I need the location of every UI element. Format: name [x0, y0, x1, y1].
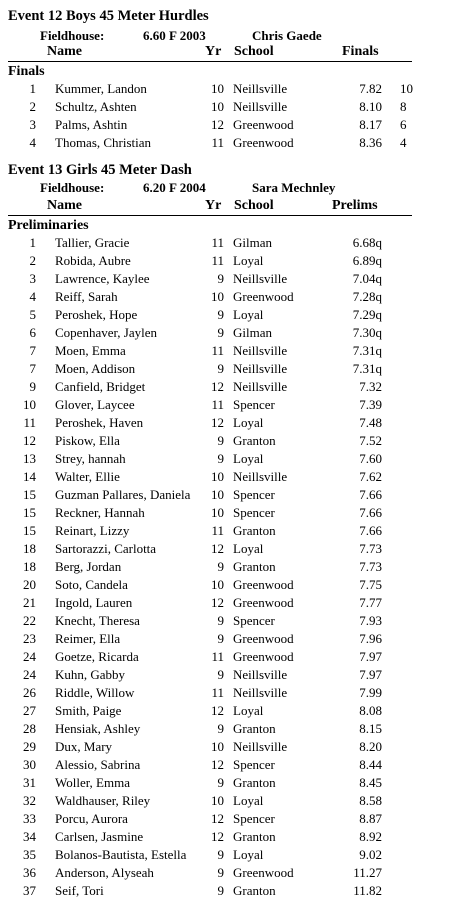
athlete-name-cell: Strey, hannah [55, 451, 126, 466]
school-cell: Loyal [233, 451, 264, 466]
mark-cell: 8.20 [359, 739, 382, 754]
mark-cell: 9.02 [359, 847, 382, 862]
place-cell: 31 [23, 775, 36, 790]
year-cell: 12 [211, 829, 224, 844]
mark-cell: 7.32 [359, 379, 382, 394]
result-row [0, 450, 467, 468]
result-row [0, 756, 467, 774]
place-cell: 4 [29, 289, 36, 304]
result-row [0, 396, 467, 414]
athlete-name-cell: Schultz, Ashten [55, 99, 137, 114]
event-12-record-venue: Fieldhouse: [40, 28, 105, 43]
place-cell: 13 [23, 451, 36, 466]
points-cell: 8 [400, 99, 407, 114]
year-cell: 10 [211, 577, 224, 592]
place-cell: 33 [23, 811, 36, 826]
year-cell: 10 [211, 487, 224, 502]
result-row [0, 594, 467, 612]
athlete-name-cell: Walter, Ellie [55, 469, 120, 484]
place-cell: 9 [29, 379, 36, 394]
athlete-name-cell: Thomas, Christian [55, 135, 152, 150]
school-cell: Neillsville [233, 667, 288, 682]
mark-cell: 7.52 [359, 433, 382, 448]
event-13-title: Event 13 Girls 45 Meter Dash [8, 162, 192, 178]
place-cell: 2 [29, 99, 36, 114]
place-cell: 1 [29, 235, 36, 250]
place-cell: 22 [23, 613, 36, 628]
mark-cell: 7.30q [352, 325, 382, 340]
school-cell: Spencer [233, 811, 275, 826]
school-cell: Spencer [233, 487, 275, 502]
year-cell: 9 [217, 865, 224, 880]
school-cell: Granton [233, 433, 276, 448]
athlete-name-cell: Peroshek, Haven [55, 415, 144, 430]
result-row [0, 702, 467, 720]
result-row [0, 630, 467, 648]
school-cell: Greenwood [233, 135, 294, 150]
athlete-name-cell: Reinart, Lizzy [55, 523, 130, 538]
mark-cell: 7.93 [359, 613, 382, 628]
year-cell: 12 [211, 811, 224, 826]
year-cell: 10 [211, 505, 224, 520]
mark-cell: 8.45 [359, 775, 382, 790]
result-row [0, 576, 467, 594]
athlete-name-cell: Ingold, Lauren [55, 595, 133, 610]
school-cell: Greenwood [233, 577, 294, 592]
place-cell: 30 [23, 757, 36, 772]
athlete-name-cell: Copenhaver, Jaylen [55, 325, 158, 340]
result-row [0, 666, 467, 684]
year-cell: 10 [211, 739, 224, 754]
athlete-name-cell: Kuhn, Gabby [55, 667, 126, 682]
year-cell: 9 [217, 361, 224, 376]
mark-cell: 7.60 [359, 451, 382, 466]
place-cell: 23 [23, 631, 36, 646]
result-row [0, 540, 467, 558]
school-cell: Loyal [233, 847, 264, 862]
event-13-header-school: School [234, 198, 274, 213]
athlete-name-cell: Knecht, Theresa [55, 613, 140, 628]
year-cell: 11 [211, 397, 224, 412]
athlete-name-cell: Smith, Paige [55, 703, 122, 718]
year-cell: 12 [211, 757, 224, 772]
year-cell: 11 [211, 685, 224, 700]
mark-cell: 6.89q [352, 253, 382, 268]
result-row [0, 324, 467, 342]
result-row [0, 774, 467, 792]
year-cell: 10 [211, 99, 224, 114]
school-cell: Neillsville [233, 99, 288, 114]
event-12-header-yr: Yr [205, 44, 222, 59]
mark-cell: 7.66 [359, 487, 382, 502]
mark-cell: 7.73 [359, 559, 382, 574]
result-row [0, 486, 467, 504]
school-cell: Greenwood [233, 631, 294, 646]
result-row [0, 234, 467, 252]
mark-cell: 7.66 [359, 523, 382, 538]
place-cell: 15 [23, 523, 36, 538]
place-cell: 32 [23, 793, 36, 808]
result-row [0, 648, 467, 666]
school-cell: Loyal [233, 703, 264, 718]
mark-cell: 7.97 [359, 649, 382, 664]
year-cell: 9 [217, 307, 224, 322]
athlete-name-cell: Woller, Emma [55, 775, 130, 790]
place-cell: 28 [23, 721, 36, 736]
mark-cell: 8.92 [359, 829, 382, 844]
result-row [0, 270, 467, 288]
school-cell: Loyal [233, 415, 264, 430]
school-cell: Neillsville [233, 739, 288, 754]
event-12-record-mark: 6.60 F 2003 [143, 28, 206, 43]
school-cell: Neillsville [233, 469, 288, 484]
mark-cell: 11.82 [353, 883, 382, 898]
year-cell: 9 [217, 271, 224, 286]
year-cell: 9 [217, 667, 224, 682]
event-13-record-mark: 6.20 F 2004 [143, 180, 206, 195]
result-row [0, 116, 467, 134]
athlete-name-cell: Soto, Candela [55, 577, 128, 592]
year-cell: 12 [211, 703, 224, 718]
year-cell: 9 [217, 451, 224, 466]
place-cell: 36 [23, 865, 36, 880]
mark-cell: 7.29q [352, 307, 382, 322]
mark-cell: 7.04q [352, 271, 382, 286]
event-13-record-venue: Fieldhouse: [40, 180, 105, 195]
place-cell: 24 [23, 649, 36, 664]
place-cell: 7 [29, 361, 36, 376]
year-cell: 9 [217, 559, 224, 574]
athlete-name-cell: Dux, Mary [55, 739, 113, 754]
mark-cell: 8.08 [359, 703, 382, 718]
result-row [0, 80, 467, 98]
year-cell: 12 [211, 541, 224, 556]
school-cell: Spencer [233, 397, 275, 412]
athlete-name-cell: Reiff, Sarah [55, 289, 118, 304]
result-row [0, 342, 467, 360]
school-cell: Loyal [233, 541, 264, 556]
event-13-record-holder: Sara Mechnley [252, 180, 336, 195]
mark-cell: 8.87 [359, 811, 382, 826]
athlete-name-cell: Tallier, Gracie [55, 235, 130, 250]
athlete-name-cell: Moen, Emma [55, 343, 126, 358]
school-cell: Spencer [233, 505, 275, 520]
result-row [0, 720, 467, 738]
event-13-header-name: Name [47, 198, 82, 213]
place-cell: 3 [29, 271, 36, 286]
mark-cell: 8.58 [359, 793, 382, 808]
athlete-name-cell: Lawrence, Kaylee [55, 271, 150, 286]
event-12-header-name: Name [47, 44, 82, 59]
school-cell: Granton [233, 559, 276, 574]
place-cell: 1 [29, 81, 36, 96]
school-cell: Granton [233, 721, 276, 736]
points-cell: 10 [400, 81, 413, 96]
athlete-name-cell: Hensiak, Ashley [55, 721, 141, 736]
event-12-title: Event 12 Boys 45 Meter Hurdles [8, 8, 209, 24]
mark-cell: 6.68q [352, 235, 382, 250]
event-13-section-label: Preliminaries [8, 218, 89, 233]
athlete-name-cell: Palms, Ashtin [55, 117, 128, 132]
place-cell: 5 [29, 307, 36, 322]
result-row [0, 432, 467, 450]
event-13-header-yr: Yr [205, 198, 222, 213]
year-cell: 12 [211, 595, 224, 610]
school-cell: Greenwood [233, 117, 294, 132]
athlete-name-cell: Seif, Tori [55, 883, 104, 898]
place-cell: 37 [23, 883, 36, 898]
result-row [0, 378, 467, 396]
result-row [0, 810, 467, 828]
athlete-name-cell: Moen, Addison [55, 361, 136, 376]
year-cell: 10 [211, 469, 224, 484]
result-row [0, 522, 467, 540]
place-cell: 24 [23, 667, 36, 682]
mark-cell: 7.82 [359, 81, 382, 96]
event-12-section-label: Finals [8, 64, 45, 79]
result-row [0, 684, 467, 702]
mark-cell: 7.66 [359, 505, 382, 520]
place-cell: 20 [23, 577, 36, 592]
place-cell: 6 [29, 325, 36, 340]
year-cell: 11 [211, 343, 224, 358]
year-cell: 12 [211, 379, 224, 394]
year-cell: 10 [211, 81, 224, 96]
year-cell: 11 [211, 235, 224, 250]
result-row [0, 828, 467, 846]
school-cell: Gilman [233, 325, 272, 340]
place-cell: 10 [23, 397, 36, 412]
result-row [0, 306, 467, 324]
place-cell: 27 [23, 703, 36, 718]
athlete-name-cell: Reimer, Ella [55, 631, 121, 646]
athlete-name-cell: Anderson, Alyseah [55, 865, 154, 880]
athlete-name-cell: Kummer, Landon [55, 81, 147, 96]
result-row [0, 738, 467, 756]
event-12-record-holder: Chris Gaede [252, 28, 322, 43]
school-cell: Neillsville [233, 271, 288, 286]
athlete-name-cell: Carlsen, Jasmine [55, 829, 144, 844]
school-cell: Neillsville [233, 343, 288, 358]
school-cell: Gilman [233, 235, 272, 250]
place-cell: 2 [29, 253, 36, 268]
event-13-header-rule [8, 215, 412, 216]
place-cell: 15 [23, 505, 36, 520]
school-cell: Spencer [233, 757, 275, 772]
school-cell: Granton [233, 775, 276, 790]
place-cell: 21 [23, 595, 36, 610]
points-cell: 6 [400, 117, 407, 132]
place-cell: 12 [23, 433, 36, 448]
athlete-name-cell: Bolanos-Bautista, Estella [55, 847, 187, 862]
mark-cell: 7.62 [359, 469, 382, 484]
result-row [0, 846, 467, 864]
year-cell: 12 [211, 117, 224, 132]
result-row [0, 288, 467, 306]
athlete-name-cell: Porcu, Aurora [55, 811, 128, 826]
school-cell: Greenwood [233, 595, 294, 610]
place-cell: 4 [29, 135, 36, 150]
year-cell: 11 [211, 135, 224, 150]
mark-cell: 11.27 [353, 865, 382, 880]
school-cell: Loyal [233, 793, 264, 808]
school-cell: Granton [233, 523, 276, 538]
school-cell: Spencer [233, 613, 275, 628]
year-cell: 9 [217, 325, 224, 340]
mark-cell: 8.10 [359, 99, 382, 114]
mark-cell: 7.31q [352, 343, 382, 358]
points-cell: 4 [400, 135, 407, 150]
year-cell: 11 [211, 523, 224, 538]
place-cell: 15 [23, 487, 36, 502]
year-cell: 9 [217, 631, 224, 646]
school-cell: Greenwood [233, 649, 294, 664]
school-cell: Neillsville [233, 379, 288, 394]
school-cell: Greenwood [233, 865, 294, 880]
year-cell: 9 [217, 433, 224, 448]
athlete-name-cell: Waldhauser, Riley [55, 793, 151, 808]
place-cell: 26 [23, 685, 36, 700]
mark-cell: 8.44 [359, 757, 382, 772]
year-cell: 11 [211, 649, 224, 664]
athlete-name-cell: Riddle, Willow [55, 685, 135, 700]
mark-cell: 7.73 [359, 541, 382, 556]
result-row [0, 504, 467, 522]
year-cell: 11 [211, 253, 224, 268]
mark-cell: 7.75 [359, 577, 382, 592]
mark-cell: 7.28q [352, 289, 382, 304]
athlete-name-cell: Berg, Jordan [55, 559, 122, 574]
mark-cell: 7.31q [352, 361, 382, 376]
result-row [0, 864, 467, 882]
result-row [0, 882, 467, 900]
mark-cell: 7.48 [359, 415, 382, 430]
result-row [0, 468, 467, 486]
athlete-name-cell: Goetze, Ricarda [55, 649, 139, 664]
result-row [0, 252, 467, 270]
year-cell: 10 [211, 793, 224, 808]
athlete-name-cell: Reckner, Hannah [55, 505, 145, 520]
school-cell: Loyal [233, 307, 264, 322]
place-cell: 7 [29, 343, 36, 358]
mark-cell: 7.96 [359, 631, 382, 646]
school-cell: Loyal [233, 253, 264, 268]
result-row [0, 792, 467, 810]
athlete-name-cell: Robida, Aubre [55, 253, 131, 268]
school-cell: Greenwood [233, 289, 294, 304]
athlete-name-cell: Alessio, Sabrina [55, 757, 141, 772]
mark-cell: 7.77 [359, 595, 382, 610]
school-cell: Granton [233, 829, 276, 844]
year-cell: 9 [217, 775, 224, 790]
result-row [0, 360, 467, 378]
year-cell: 12 [211, 415, 224, 430]
year-cell: 10 [211, 289, 224, 304]
mark-cell: 8.36 [359, 135, 382, 150]
result-row [0, 558, 467, 576]
year-cell: 9 [217, 721, 224, 736]
athlete-name-cell: Peroshek, Hope [55, 307, 138, 322]
event-13-header-result: Prelims [332, 198, 378, 213]
event-12-header-result: Finals [342, 44, 379, 59]
mark-cell: 8.17 [359, 117, 382, 132]
result-row [0, 98, 467, 116]
place-cell: 18 [23, 559, 36, 574]
mark-cell: 7.97 [359, 667, 382, 682]
mark-cell: 7.39 [359, 397, 382, 412]
athlete-name-cell: Piskow, Ella [55, 433, 120, 448]
year-cell: 9 [217, 613, 224, 628]
year-cell: 9 [217, 847, 224, 862]
school-cell: Neillsville [233, 685, 288, 700]
event-12-header-rule [8, 61, 412, 62]
place-cell: 29 [23, 739, 36, 754]
event-12-header-school: School [234, 44, 274, 59]
school-cell: Neillsville [233, 361, 288, 376]
place-cell: 11 [23, 415, 36, 430]
place-cell: 14 [23, 469, 36, 484]
result-row [0, 612, 467, 630]
athlete-name-cell: Guzman Pallares, Daniela [55, 487, 191, 502]
athlete-name-cell: Sartorazzi, Carlotta [55, 541, 157, 556]
athlete-name-cell: Glover, Laycee [55, 397, 135, 412]
result-row [0, 134, 467, 152]
place-cell: 34 [23, 829, 36, 844]
place-cell: 3 [29, 117, 36, 132]
year-cell: 9 [217, 883, 224, 898]
school-cell: Granton [233, 883, 276, 898]
mark-cell: 7.99 [359, 685, 382, 700]
place-cell: 18 [23, 541, 36, 556]
mark-cell: 8.15 [359, 721, 382, 736]
result-row [0, 414, 467, 432]
school-cell: Neillsville [233, 81, 288, 96]
place-cell: 35 [23, 847, 36, 862]
athlete-name-cell: Canfield, Bridget [55, 379, 146, 394]
